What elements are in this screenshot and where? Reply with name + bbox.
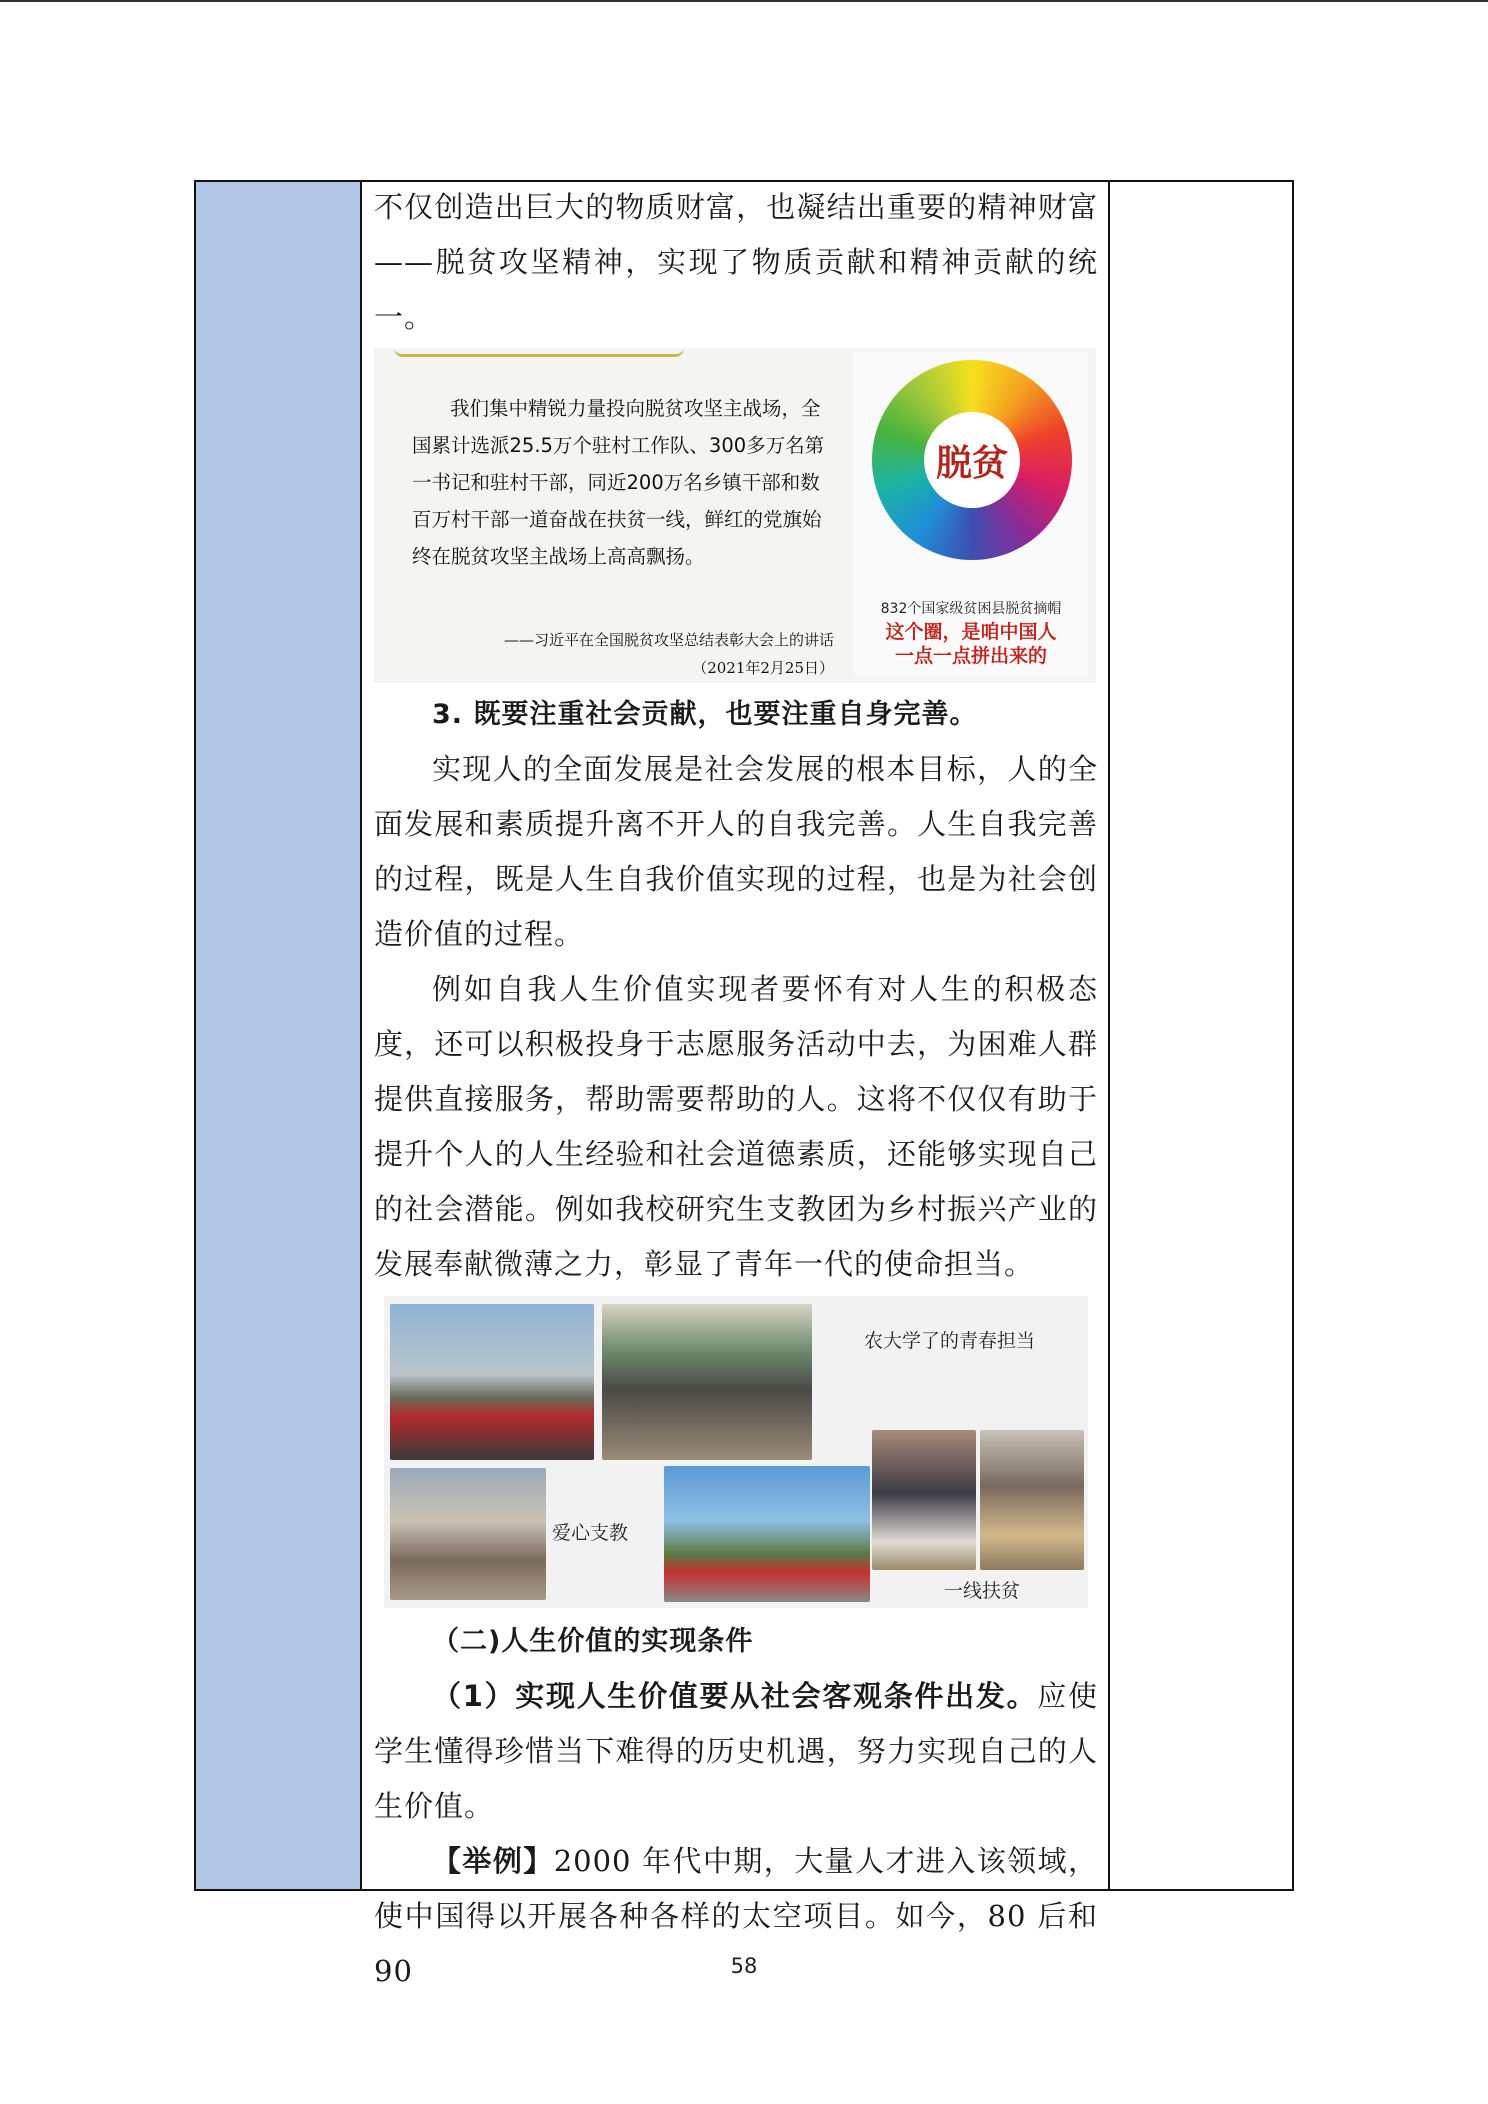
figure-volunteer-photos <box>384 1296 1088 1608</box>
paragraph-spirit: 不仅创造出巨大的物质财富，也凝结出重要的精神财富——脱贫攻坚精神，实现了物质贡献和精神贡献的统一。 <box>374 190 1098 334</box>
wheel-slogan-line-2: 一点一点拼出来的 <box>894 645 1047 667</box>
table-right-column <box>1108 182 1292 1889</box>
photo-visit-elder <box>872 1430 976 1570</box>
table-content-column <box>374 180 1098 1999</box>
example-label: 【举例】 <box>432 1844 554 1878</box>
paragraph-development: 实现人的全面发展是社会发展的根本目标，人的全面发展和素质提升离不开人的自我完善。人生自我完善的过程，既是人生自我价值实现的过程，也是为社会创造价值的过程。 <box>374 752 1098 951</box>
figure-poverty-alleviation <box>374 348 1096 683</box>
condition-1-bold: （1）实现人生价值要从社会客观条件出发。 <box>432 1679 1038 1713</box>
photo-classroom <box>602 1304 812 1460</box>
section-heading-conditions: （二)人生价值的实现条件 <box>432 1626 754 1657</box>
heading-point-3: 3. 既要注重社会贡献，也要注重自身完善。 <box>432 699 978 730</box>
wheel-caption: 832个国家级贫困县脱贫摘帽 <box>880 601 1062 617</box>
figure-attribution <box>444 626 834 682</box>
wheel-slogan <box>854 620 1088 668</box>
condition-1-text: 应使学生懂得珍惜当下难得的历史机遇，努力实现自己的人生价值。 <box>374 1679 1098 1823</box>
photo-team-outdoor <box>664 1466 870 1602</box>
paragraph-volunteer: 例如自我人生价值实现者要怀有对人生的积极态度，还可以积极投身于志愿服务活动中去，为困难人群提供直接服务，帮助需要帮助的人。这将不仅仅有助于提升个人的人生经验和社会道德素质，还能够实现自己的社会潜能。例如我校研究生支教团为乡村振兴产业的发展奉献微薄之力，彰显了青年一代的使命担当。 <box>374 972 1098 1281</box>
attribution-date: （2021年2月25日） <box>692 659 834 677</box>
page-top-border <box>0 0 1488 2</box>
photo-caption-poverty: 一线扶贫 <box>944 1580 1021 1602</box>
photo-group-banner <box>390 1304 594 1460</box>
figure-quote: 我们集中精锐力量投向脱贫攻坚主战场，全国累计选派25.5万个驻村工作队、300多万名第一书记和驻村干部，同近200万名乡镇干部和数百万村干部一道奋战在扶贫一线，鲜红的党旗始终在脱贫攻坚主战场上高高飘扬。 <box>412 397 825 568</box>
attribution-source: ——习近平在全国脱贫攻坚总结表彰大会上的讲话 <box>503 631 834 649</box>
photo-paperwork <box>980 1430 1084 1570</box>
example-text: 2000 年代中期，大量人才进入该领域，使中国得以开展各种各样的太空项目。如今，80 后和 90 <box>374 1844 1098 1988</box>
poverty-wheel-graphic <box>854 352 1088 676</box>
photo-caption-teaching: 爱心支教 <box>552 1522 629 1544</box>
wheel-center-label: 脱贫 <box>924 412 1020 508</box>
photo-title-caption: 农大学了的青春担当 <box>864 1330 1036 1352</box>
paragraph-condition-1 <box>374 1669 1098 1834</box>
decorative-curve <box>394 348 684 357</box>
wheel-slogan-line-1: 这个圈，是咱中国人 <box>885 621 1057 643</box>
photo-children-outdoor <box>390 1468 546 1600</box>
page-number: 58 <box>730 1954 758 1978</box>
table-left-column <box>196 182 362 1889</box>
